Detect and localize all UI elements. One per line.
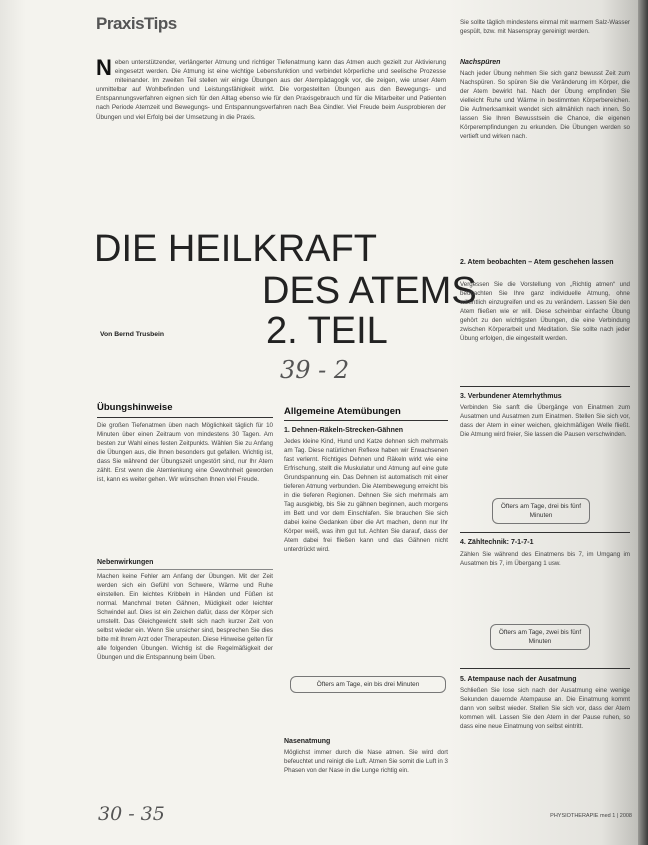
col1-rule-2 — [97, 569, 273, 570]
col2-info-box: Öfters am Tage, ein bis drei Minuten — [290, 676, 446, 693]
col3-rule-2 — [460, 532, 630, 533]
col1-rule — [97, 417, 273, 418]
col1-paragraph-1: Die großen Tiefenatmen üben nach Möglichkeit täglich für 10 Minuten über einen Zeitraum von mindestens 30 Tagen. Am besten zur Wahl eines festen Zeitpunkts. Wählen Sie zu Anfang die Übungen aus, die Ihnen besonders gut gefallen. Wichtig ist, dass Sie während der Übungszeit ungestört sind, nur Ihr Atem zählt. Erst wenn die Atemlenkung eine Gewohnheit geworden ist, kann es weiter gehen. Wir wünschen Ihnen viel Freude. — [97, 422, 273, 483]
col3-subheading-0: Nachspüren — [460, 59, 501, 66]
col3-top-text: Sie sollte täglich mindestens einmal mit warmem Salz-Wasser gespült, bzw. mit Nasenspray gereinigt werden. — [460, 19, 630, 35]
col2-subheading-2: Nasenatmung — [284, 738, 331, 745]
col1-subheading: Nebenwirkungen — [97, 559, 154, 566]
col3-paragraph-0: Nach jeder Übung nehmen Sie sich ganz bewusst Zeit zum Nachspüren. So spüren Sie die Veränderung im Körper, die der Atem bewirkt hat. Nach der Übung empfinden Sie vielleicht Ruhe und Wärme in bestimmten Körperbereichen. Die Aufmerksamkeit wendet sich allmählich nach innen. So lassen Sie Ihren Bewusstsein die Chance, die eigenen Körperempfindungen zu erkunden. Die Übungen werden so vertieft und wirken nach. — [460, 70, 630, 140]
title-line-2: DES ATEMS — [262, 270, 477, 312]
col3-paragraph-3: Zählen Sie während des Einatmens bis 7, im Umgang im Ausatmen bis 7, im Übergang 1 usw. — [460, 551, 630, 567]
col3-section-3-title: 3. Verbundener Atemrhythmus — [460, 393, 562, 400]
col2-section-title: Allgemeine Atemübungen — [284, 406, 401, 417]
col3-info-box-2: Öfters am Tage, zwei bis fünf Minuten — [490, 624, 590, 650]
col2-subheading-1: 1. Dehnen-Räkeln-Strecken-Gähnen — [284, 427, 404, 434]
intro-text: eben unterstützender, verlängerter Atmung und richtiger Tiefenatmung kann das Atmen auch gezielt zur Aktivierung eingesetzt werden. Die Atmung ist eine wichtige Lebensfunktion und verbindet körperliche und seelische Prozesse miteinander. Im zweiten Teil stellen wir einige Übungen aus der Atempädagogik vor, die zeigen, wie unser Atem unmittelbar auf Wohlbefinden und Leistungsfähigkeit wirkt. Die vorgestellten Übungen aus den Bewegungs- und Entspannungsverfahren eignen sich für den Alltag ebenso wie für den Praxisgebrauch und für die Mitarbeiter und Patienten nach Periode Atemzeit und Bewegungs- und Entspannungsverfahren nach Bea Gindler. Viel Freude beim Ausprobieren der Übungen und viel Erfolg bei der Umsetzung in die Praxis. — [96, 59, 446, 121]
col2-rule — [284, 420, 448, 421]
book-spine-edge — [638, 0, 648, 845]
col3-section-2-title: 2. Atem beobachten – Atem geschehen lassen — [460, 259, 614, 266]
col1-section-title: Übungshinweise — [97, 402, 173, 413]
col3-section-4-title: 4. Zähltechnik: 7-1-7-1 — [460, 539, 534, 546]
handwritten-note: 39 - 2 — [280, 356, 350, 384]
col3-paragraph-1: Vergessen Sie die Vorstellung von „Richtig atmen“ und beobachten Sie Ihre ganz individuelle Atmung, ohne willentlich einzugreifen und es zu verändern. Lassen Sie den Atem fließen wie er will. Diese scheinbar einfache Übung gehört zu den wichtigsten Übungen, die eine Verbindung zwischen Körperarbeit und Meditation. Sie sollte nach jeder Übung erfolgen, die eingestellt werden. — [460, 281, 630, 342]
brand-header: PraxisTips — [96, 14, 177, 33]
col3-paragraph-4: Schließen Sie lose sich nach der Ausatmung eine wenige Sekunden dauernde Atempause an. Die Einatmung kommt dann von selbst wieder. Stellen Sie sich vor, dass der Atem kommen will. Lassen Sie den Atem in der Pause ruhen, so dass eine neue Einatmung von selbst eintritt. — [460, 687, 630, 730]
col3-rule-3 — [460, 668, 630, 669]
dropcap: N — [96, 58, 112, 80]
byline: Von Bernd Trusbein — [100, 331, 165, 338]
col2-paragraph-2: Möglichst immer durch die Nase atmen. Sie wird dort befeuchtet und reinigt die Luft. Atmen Sie somit die Luft in 3 Phasen von der Nase in die Lunge richtig ein. — [284, 749, 448, 774]
handwritten-page-number: 30 - 35 — [98, 803, 165, 825]
page-footer: PHYSIOTHERAPIE med 1 | 2008 — [550, 813, 632, 819]
col3-rule-1 — [460, 386, 630, 387]
intro-paragraph — [96, 58, 446, 163]
title-line-1: DIE HEILKRAFT — [94, 228, 377, 270]
col2-paragraph-1: Jedes kleine Kind, Hund und Katze dehnen sich mehrmals am Tag. Diese natürlichen Reflexe haben wir Erwachsenen fast verlernt. Richtiges Dehnen und Räkeln wirkt wie eine Erfrischung, stellt die Muskulatur und Atmung auf eine gute Grundspannung ein. Das Dehnen ist automatisch mit einer tieferen Atmung verbunden. Die Atembewegung erreicht bis in die tieferen Regionen. Dehnen Sie sich mehrmals am Tag ausgiebig, bis Sie zu gähnen beginnen, auch morgens im Bett und vor dem Einschlafen. Sie brauchen Sie sich dabei keine Gedanken über die Art machen, denn nur Ihr Körper weiß, was ihm gut tut. Achten Sie darauf, dass der Atem dabei frei fließen kann und das Gähnen nicht unterdrückt wird. — [284, 438, 448, 553]
title-line-3: 2. TEIL — [266, 310, 388, 352]
col3-section-5-title: 5. Atempause nach der Ausatmung — [460, 676, 577, 683]
col3-paragraph-2: Verbinden Sie sanft die Übergänge von Einatmen zum Ausatmen und Ausatmen zum Einatmen. Stellen Sie sich vor, dass der Atem in einer weichen, gleichmäßigen Welle fließt. Die Atmung wird freier, Sie lassen die Pausen verschwinden. — [460, 404, 630, 438]
col1-paragraph-2: Machen keine Fehler am Anfang der Übungen. Mit der Zeit werden sich ein Gefühl von Schwere, Wärme und Ruhe einstellen. Ein leichtes Kribbeln in Händen und Füßen ist normal. Manchmal treten Gähnen, Müdigkeit oder leichter Schwindel auf. Dies ist ein Zeichen dafür, dass der Körper sich umstellt. Das Gleichgewicht stellt sich nach kurzer Zeit von selbst wieder ein. Wenn Sie unsicher sind, besprechen Sie dies bitte mit Ihrem Arzt oder Therapeuten. Diese Hinweise gelten für alle folgenden Übungen. Wichtig ist die Regelmäßigkeit der Übungen und die Entspannung beim Üben. — [97, 573, 273, 661]
col3-info-box-1: Öfters am Tage, drei bis fünf Minuten — [492, 498, 590, 524]
